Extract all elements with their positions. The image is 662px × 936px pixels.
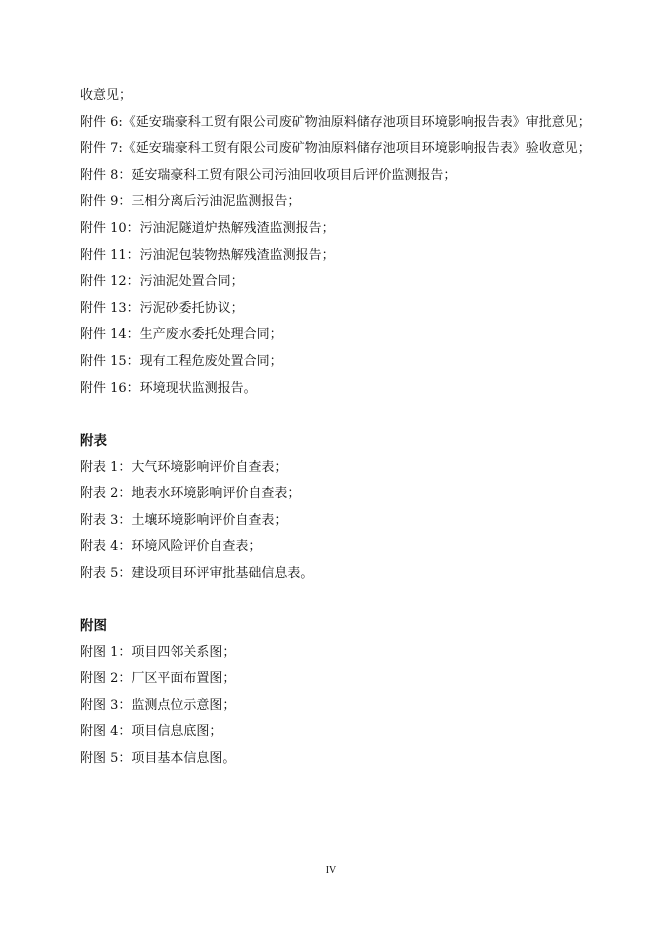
attachment-line: 收意见；: [80, 88, 133, 103]
figure-line: 附图 2：厂区平面布置图；: [80, 671, 236, 687]
attachment-line: 附件 8：延安瑞豪科工贸有限公司污油回收项目后评价监测报告；: [80, 167, 457, 183]
attachment-line: 附件 9：三相分离后污油泥监测报告；: [80, 194, 301, 210]
attachment-line: 附件 14：生产废水委托处理合同；: [80, 327, 283, 343]
table-line: 附表 2：地表水环境影响评价自查表；: [80, 486, 301, 502]
table-line: 附表 1：大气环境影响评价自查表；: [80, 459, 288, 475]
attachment-line: 附件 16：环境现状监测报告。: [80, 380, 257, 396]
attachment-line: 附件 6:《延安瑞豪科工贸有限公司废矿物油原料储存池项目环境影响报告表》审批意见；: [80, 114, 591, 130]
table-line: 附表 4：环境风险评价自查表；: [80, 539, 262, 555]
tables-section: [80, 428, 600, 588]
tables-heading: 附表: [80, 433, 107, 449]
attachments-list: [80, 83, 600, 402]
attachment-line: 附件 12：污油泥处置合同；: [80, 274, 244, 290]
figures-heading: 附图: [80, 618, 107, 634]
figure-line: 附图 3：监测点位示意图；: [80, 697, 236, 713]
figures-section: [80, 613, 600, 773]
attachment-line: 附件 10：污油泥隧道炉热解残渣监测报告；: [80, 220, 335, 236]
attachment-line: 附件 13：污泥砂委托协议；: [80, 300, 244, 316]
attachment-line: 附件 11：污油泥包装物热解残渣监测报告；: [80, 247, 335, 263]
figure-line: 附图 5：项目基本信息图。: [80, 750, 236, 766]
attachment-line: 附件 15：现有工程危废处置合同；: [80, 353, 283, 369]
table-line: 附表 5：建设项目环评审批基础信息表。: [80, 565, 314, 581]
attachment-line: 附件 7:《延安瑞豪科工贸有限公司废矿物油原料储存池项目环境影响报告表》验收意见；: [80, 141, 591, 157]
figure-line: 附图 1：项目四邻关系图；: [80, 644, 236, 660]
page-number: IV: [325, 865, 337, 876]
figure-line: 附图 4：项目信息底图；: [80, 724, 223, 740]
table-line: 附表 3：土壤环境影响评价自查表；: [80, 512, 288, 528]
